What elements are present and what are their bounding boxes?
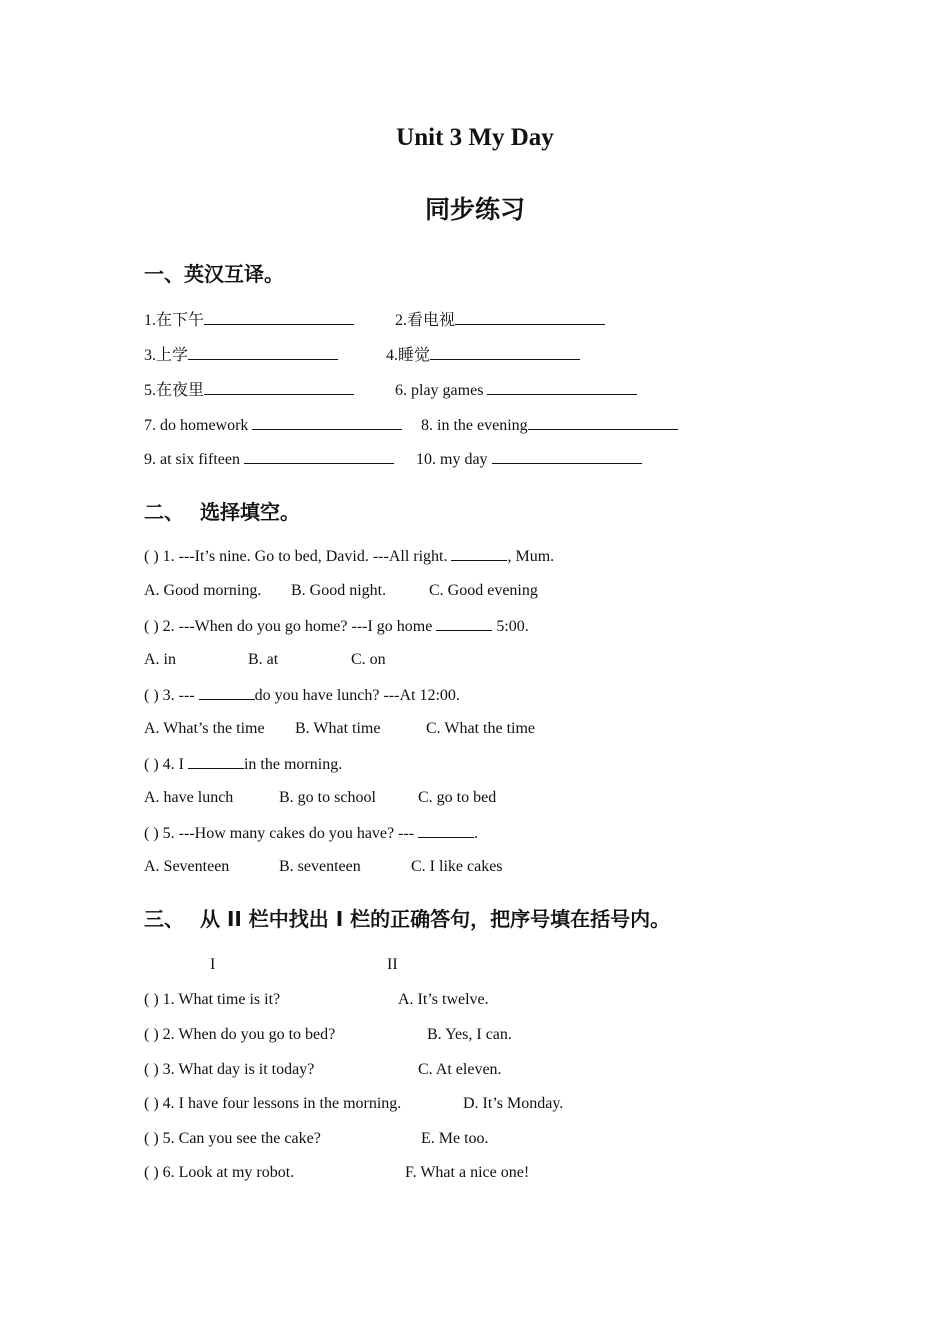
s2-q2-option-a: A. in xyxy=(144,651,176,668)
section1-title: 英汉互译。 xyxy=(184,262,284,286)
s3-right-c: C. At eleven. xyxy=(418,1061,502,1078)
s2-q3-option-b: B. What time xyxy=(295,720,381,737)
section3-number: 三、 xyxy=(144,907,184,931)
s1-item-3: 3.上学 xyxy=(144,345,338,366)
section1-heading xyxy=(144,258,284,287)
s3-left-6: ( ) 6. Look at my robot. xyxy=(144,1164,295,1181)
s3-right-f: F. What a nice one! xyxy=(405,1164,530,1181)
section3-title: 从 II 栏中找出 I 栏的正确答句，把序号填在括号内。 xyxy=(200,907,671,931)
page-title: Unit 3 My Day xyxy=(396,124,554,151)
s2-q3-option-a: A. What’s the time xyxy=(144,720,265,737)
s3-right-d: D. It’s Monday. xyxy=(463,1095,564,1112)
s2-q4-option-a: A. have lunch xyxy=(144,789,234,806)
section3-heading xyxy=(144,903,670,932)
s3-right-b: B. Yes, I can. xyxy=(427,1026,512,1043)
column-i-label: I xyxy=(210,956,216,973)
s1-item-7: 7. do homework xyxy=(144,415,402,436)
s1-item-4: 4.睡觉 xyxy=(386,345,580,366)
s1-item-8: 8. in the evening xyxy=(421,415,678,436)
s2-q1-option-a: A. Good morning. xyxy=(144,582,262,599)
s1-item-9: 9. at six fifteen xyxy=(144,449,394,470)
s2-q5-option-c: C. I like cakes xyxy=(411,858,503,875)
s1-item-6: 6. play games xyxy=(395,380,637,401)
s3-right-a: A. It’s twelve. xyxy=(398,991,489,1008)
s2-q4-option-c: C. go to bed xyxy=(418,789,497,806)
s2-q5-option-a: A. Seventeen xyxy=(144,858,230,875)
s2-question-4: ( ) 4. I in the morning. xyxy=(144,756,343,773)
s1-item-2: 2.看电视 xyxy=(395,310,605,331)
section2-heading xyxy=(144,496,300,525)
s2-question-1: ( ) 1. ---It’s nine. Go to bed, David. ---All right. , Mum. xyxy=(144,548,555,565)
column-ii-label: II xyxy=(387,956,398,973)
s3-left-1: ( ) 1. What time is it? xyxy=(144,991,281,1008)
s2-q2-option-c: C. on xyxy=(351,651,386,668)
s2-question-2: ( ) 2. ---When do you go home? ---I go home 5:00. xyxy=(144,618,529,635)
s2-q1-option-b: B. Good night. xyxy=(291,582,387,599)
s2-question-3: ( ) 3. --- do you have lunch? ---At 12:00. xyxy=(144,687,460,704)
s3-left-2: ( ) 2. When do you go to bed? xyxy=(144,1026,336,1043)
s2-q3-option-c: C. What the time xyxy=(426,720,536,737)
s2-q4-option-b: B. go to school xyxy=(279,789,376,806)
s2-question-5: ( ) 5. ---How many cakes do you have? --- . xyxy=(144,825,479,842)
s2-q1-option-c: C. Good evening xyxy=(429,582,538,599)
section2-title: 选择填空。 xyxy=(200,500,300,524)
s3-left-5: ( ) 5. Can you see the cake? xyxy=(144,1130,321,1147)
s3-left-4: ( ) 4. I have four lessons in the morning. xyxy=(144,1095,402,1112)
section2-number: 二、 xyxy=(144,500,184,524)
s3-right-e: E. Me too. xyxy=(421,1130,489,1147)
s1-item-10: 10. my day xyxy=(416,449,642,470)
s2-q5-option-b: B. seventeen xyxy=(279,858,361,875)
page-subtitle: 同步练习 xyxy=(424,195,525,224)
s2-q2-option-b: B. at xyxy=(248,651,279,668)
s3-left-3: ( ) 3. What day is it today? xyxy=(144,1061,315,1078)
s1-item-5: 5.在夜里 xyxy=(144,380,354,401)
s1-item-1: 1.在下午 xyxy=(144,310,354,331)
section1-number: 一、 xyxy=(144,262,184,286)
